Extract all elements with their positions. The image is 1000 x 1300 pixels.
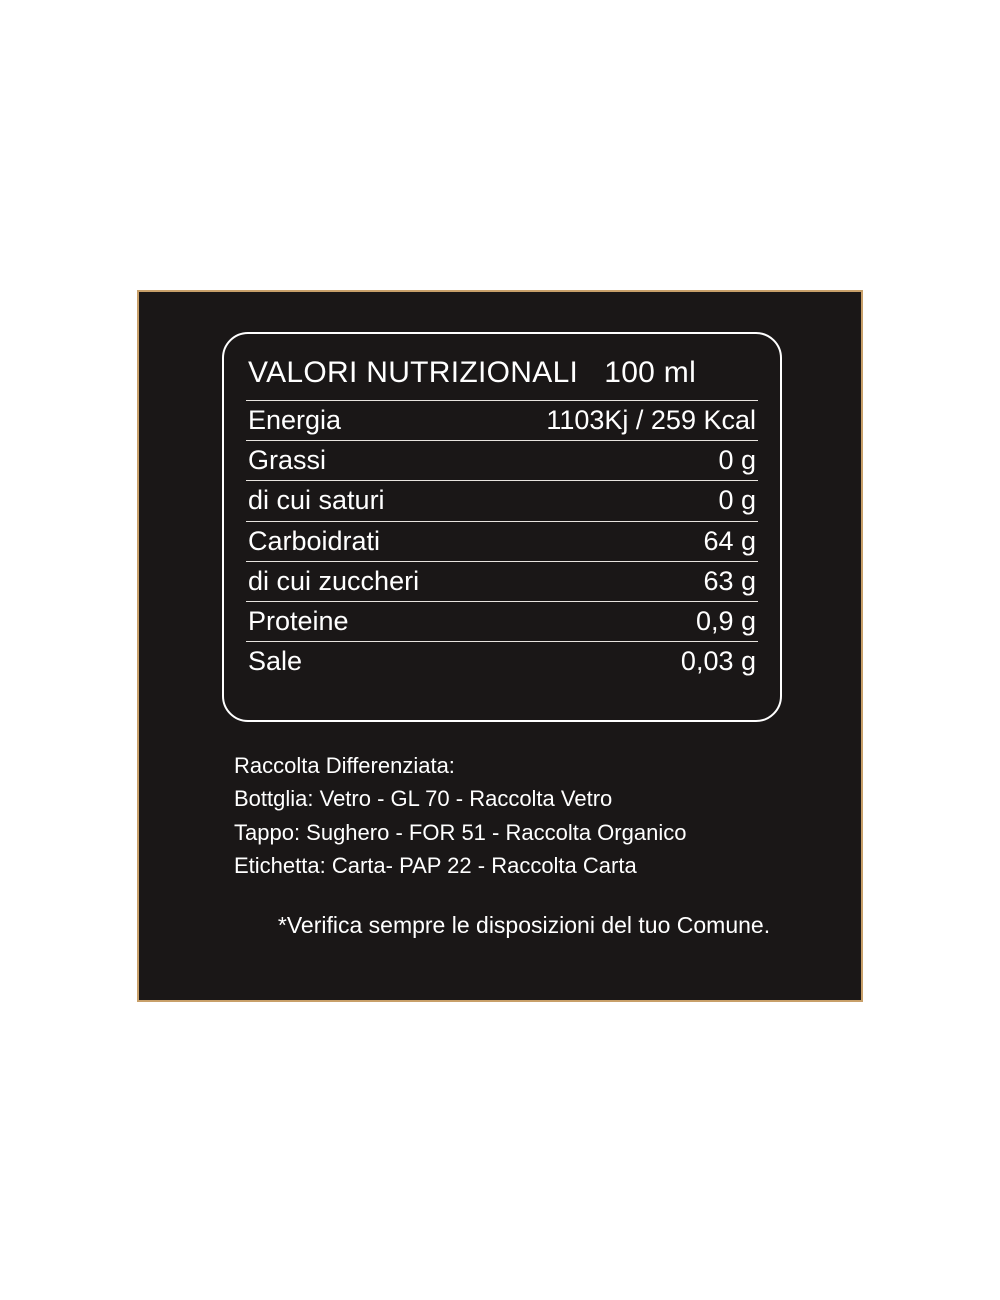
nutrient-value: 0 g [477,481,758,521]
nutrient-value: 0,03 g [680,646,756,677]
table-row [246,602,758,642]
recycling-info [234,749,834,883]
table-row [246,561,758,601]
disclaimer-text: *Verifica sempre le disposizioni del tuo Comune. [277,912,771,938]
table-row [246,642,758,682]
table-row [246,481,758,521]
nutrient-name: di cui saturi [246,481,477,521]
table-row [246,441,758,481]
recycling-line-label: Etichetta: Carta- PAP 22 - Raccolta Carta [234,853,637,879]
nutrient-name: Proteine [246,602,477,642]
nutrition-table [246,400,758,682]
recycling-heading: Raccolta Differenziata: [234,753,455,778]
nutrient-value: 64 g [477,521,758,561]
nutrition-title-row [248,356,758,390]
nutrition-facts-panel [222,332,782,722]
table-row [246,521,758,561]
nutrition-label-card [137,290,863,1002]
nutrient-value: 0,9 g [477,602,758,642]
nutrient-name: Energia [246,401,477,441]
nutrient-name: Grassi [246,441,477,481]
nutrient-value: 1103Kj / 259 Kcal [477,401,758,441]
nutrition-title: VALORI NUTRIZIONALI [248,356,579,389]
recycling-line-bottle: Bottglia: Vetro - GL 70 - Raccolta Vetro [234,786,613,812]
nutrient-name: Sale [248,646,303,677]
serving-size: 100 ml [604,356,697,389]
table-row [246,401,758,441]
nutrient-value: 63 g [477,561,758,601]
nutrient-name: Carboidrati [246,521,477,561]
recycling-line-cap: Tappo: Sughero - FOR 51 - Raccolta Organico [234,819,687,845]
nutrient-name: di cui zuccheri [246,561,477,601]
nutrient-value: 0 g [477,441,758,481]
